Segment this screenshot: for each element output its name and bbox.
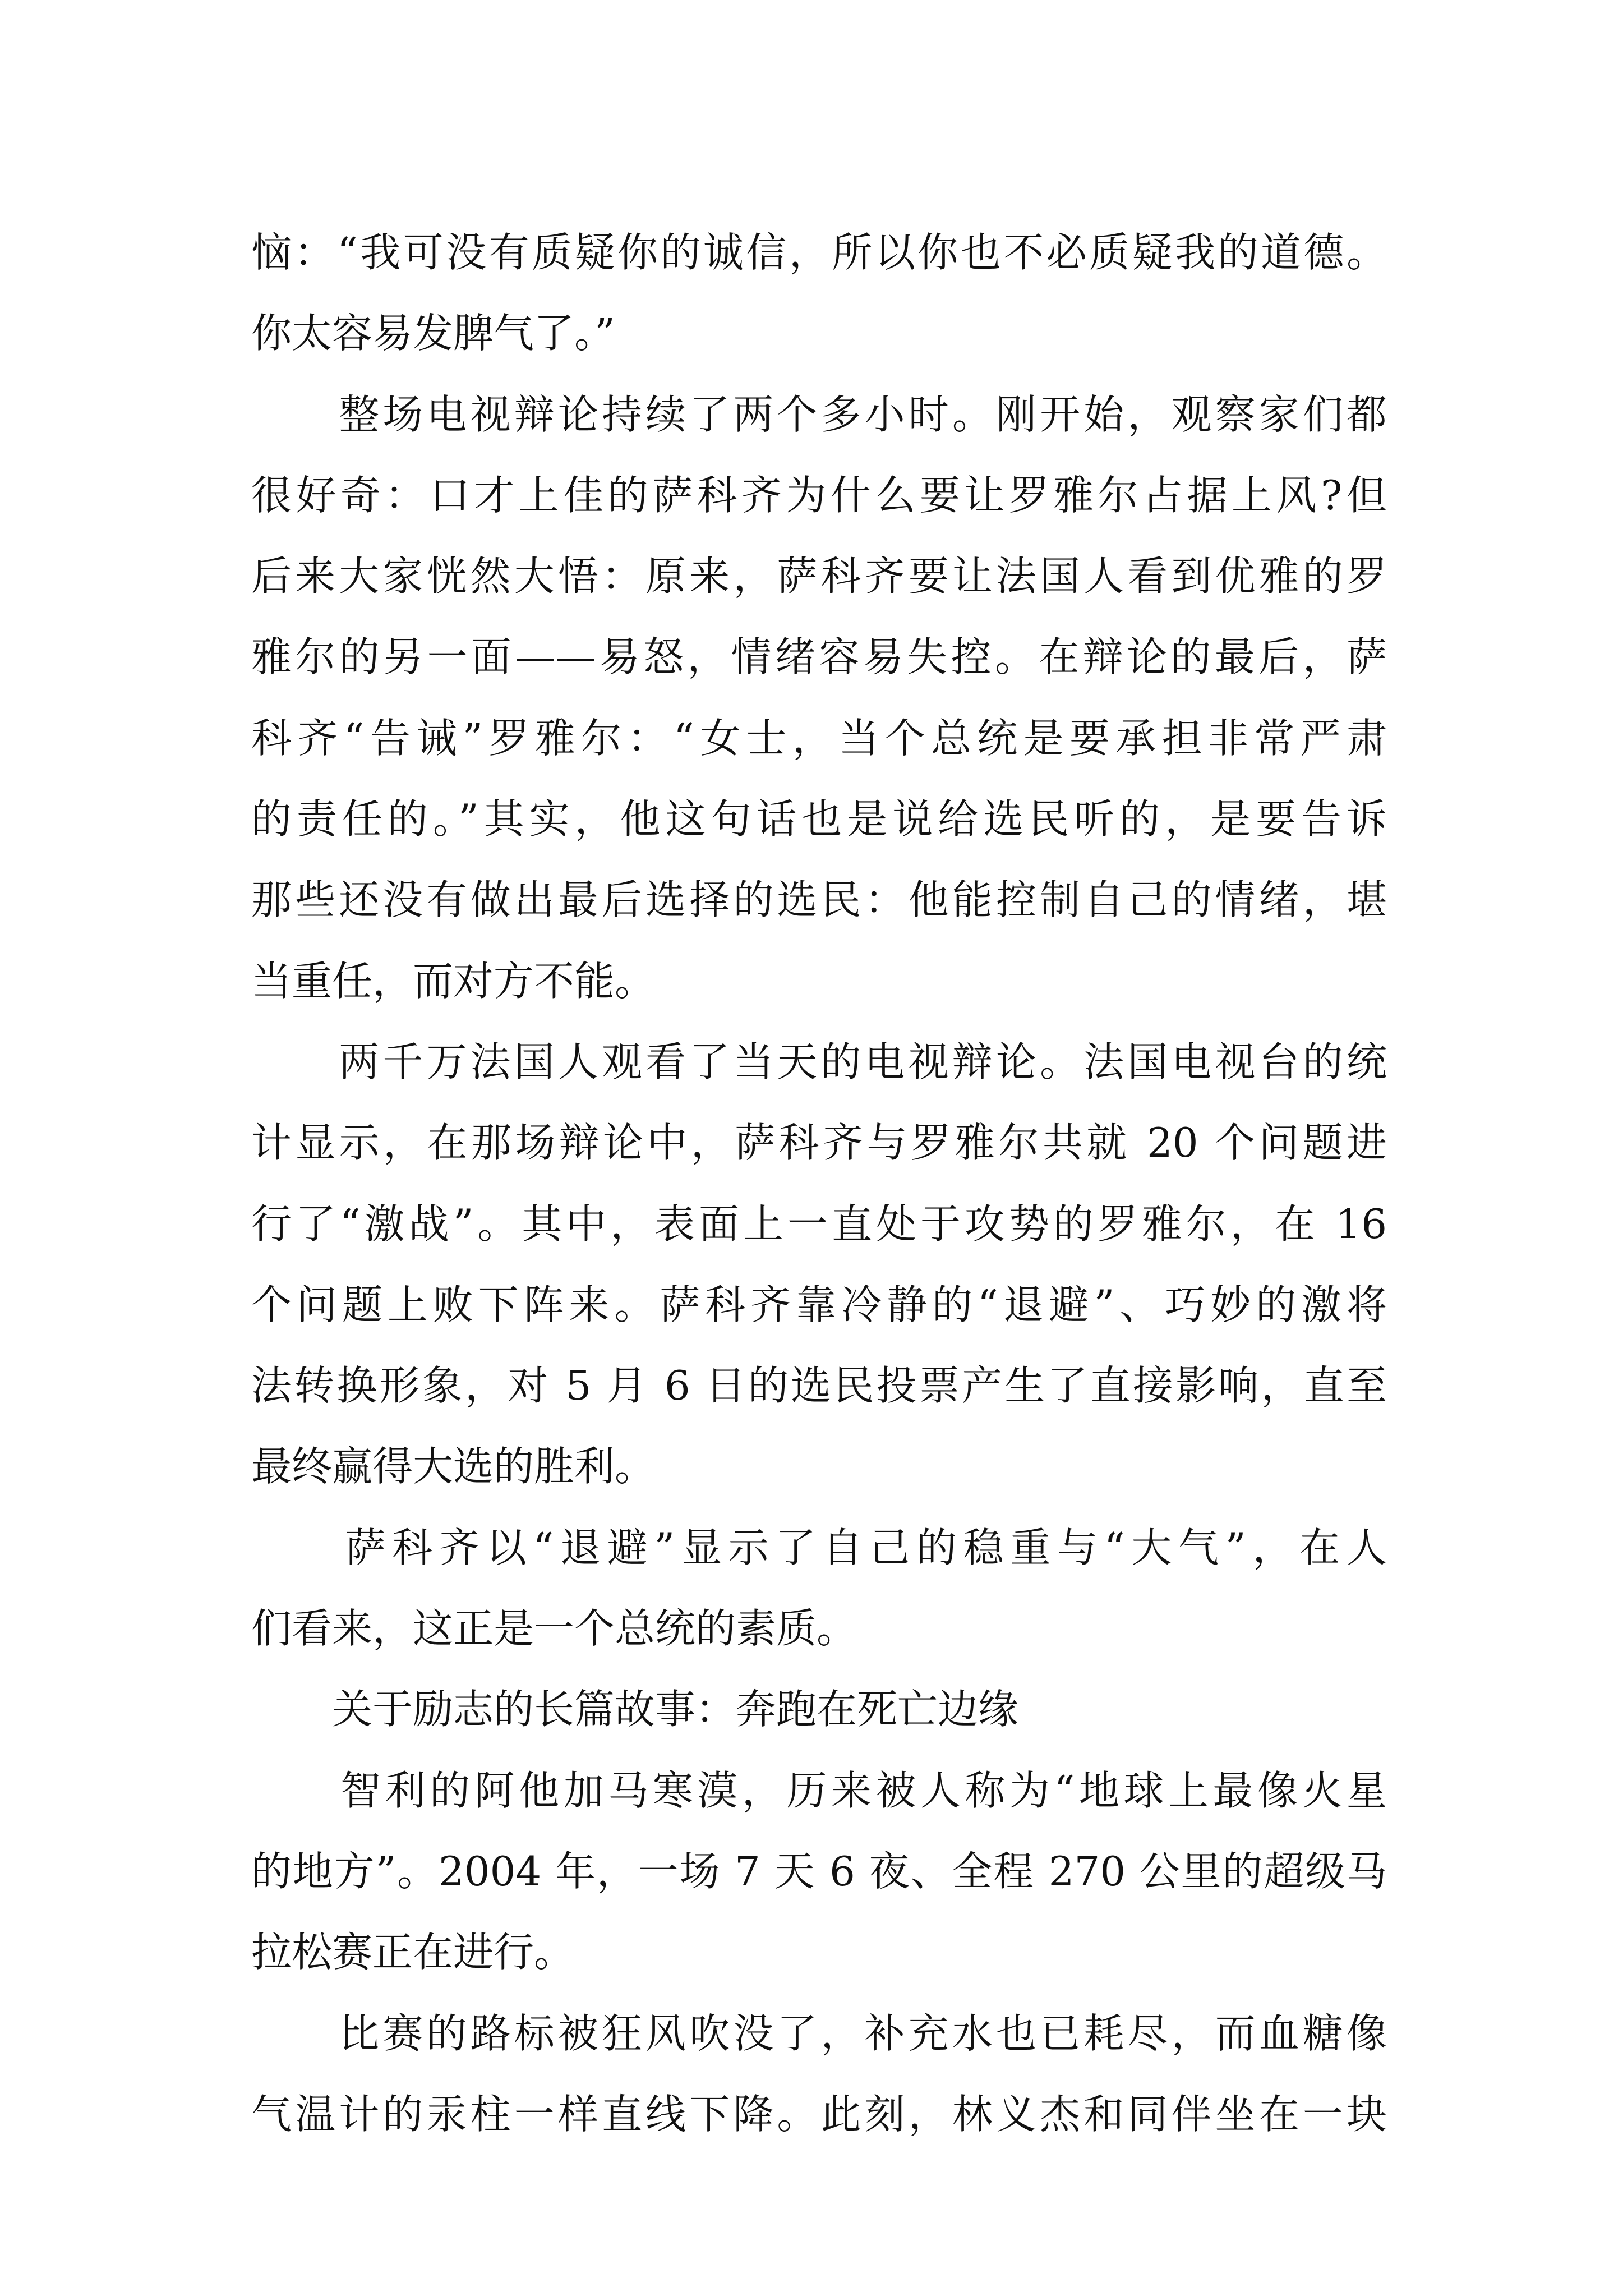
text-line: 科齐“告诫”罗雅尔：“女士，当个总统是要承担非常严肃 (251, 714, 1387, 762)
text-line: 关于励志的长篇故事：奔跑在死亡边缘 (251, 1686, 1019, 1733)
text-line: 们看来，这正是一个总统的素质。 (251, 1605, 857, 1653)
text-line: 法转换形象，对 5 月 6 日的选民投票产生了直接影响，直至 (251, 1362, 1387, 1410)
text-line: 恼：“我可没有质疑你的诚信，所以你也不必质疑我的道德。 (251, 229, 1387, 276)
text-line: 后来大家恍然大悟：原来，萨科齐要让法国人看到优雅的罗 (251, 553, 1387, 600)
text-line: 那些还没有做出最后选择的选民：他能控制自己的情绪，堪 (251, 876, 1387, 924)
text-line: 智利的阿他加马寒漠，历来被人称为“地球上最像火星 (251, 1766, 1387, 1814)
text-line: 个问题上败下阵来。萨科齐靠冷静的“退避”、巧妙的激将 (251, 1281, 1387, 1328)
text-line: 整场电视辩论持续了两个多小时。刚开始，观察家们都 (251, 390, 1387, 438)
text-line: 很好奇：口才上佳的萨科齐为什么要让罗雅尔占据上风?但 (251, 471, 1387, 519)
text-line: 萨科齐以“退避”显示了自己的稳重与“大气”，在人 (251, 1524, 1387, 1571)
text-line: 最终赢得大选的胜利。 (251, 1443, 656, 1490)
text-line: 两千万法国人观看了当天的电视辩论。法国电视台的统 (251, 1038, 1387, 1085)
text-line: 行了“激战”。其中，表面上一直处于攻势的罗雅尔，在 16 (251, 1200, 1387, 1248)
text-line: 的地方”。2004 年，一场 7 天 6 夜、全程 270 公里的超级马 (251, 1847, 1387, 1895)
text-line: 拉松赛正在进行。 (251, 1929, 575, 1976)
body-text (251, 212, 1387, 2155)
text-line: 气温计的汞柱一样直线下降。此刻，林义杰和同伴坐在一块 (251, 2090, 1387, 2138)
text-line: 当重任，而对方不能。 (251, 957, 656, 1005)
text-line: 的责任的。”其实，他这句话也是说给选民听的，是要告诉 (251, 795, 1387, 843)
text-line: 计显示，在那场辩论中，萨科齐与罗雅尔共就 20 个问题进 (251, 1119, 1387, 1167)
text-line: 你太容易发脾气了。” (251, 310, 615, 357)
text-line: 雅尔的另一面——易怒，情绪容易失控。在辩论的最后，萨 (251, 633, 1387, 681)
text-line: 比赛的路标被狂风吹没了，补充水也已耗尽，而血糖像 (251, 2009, 1387, 2057)
